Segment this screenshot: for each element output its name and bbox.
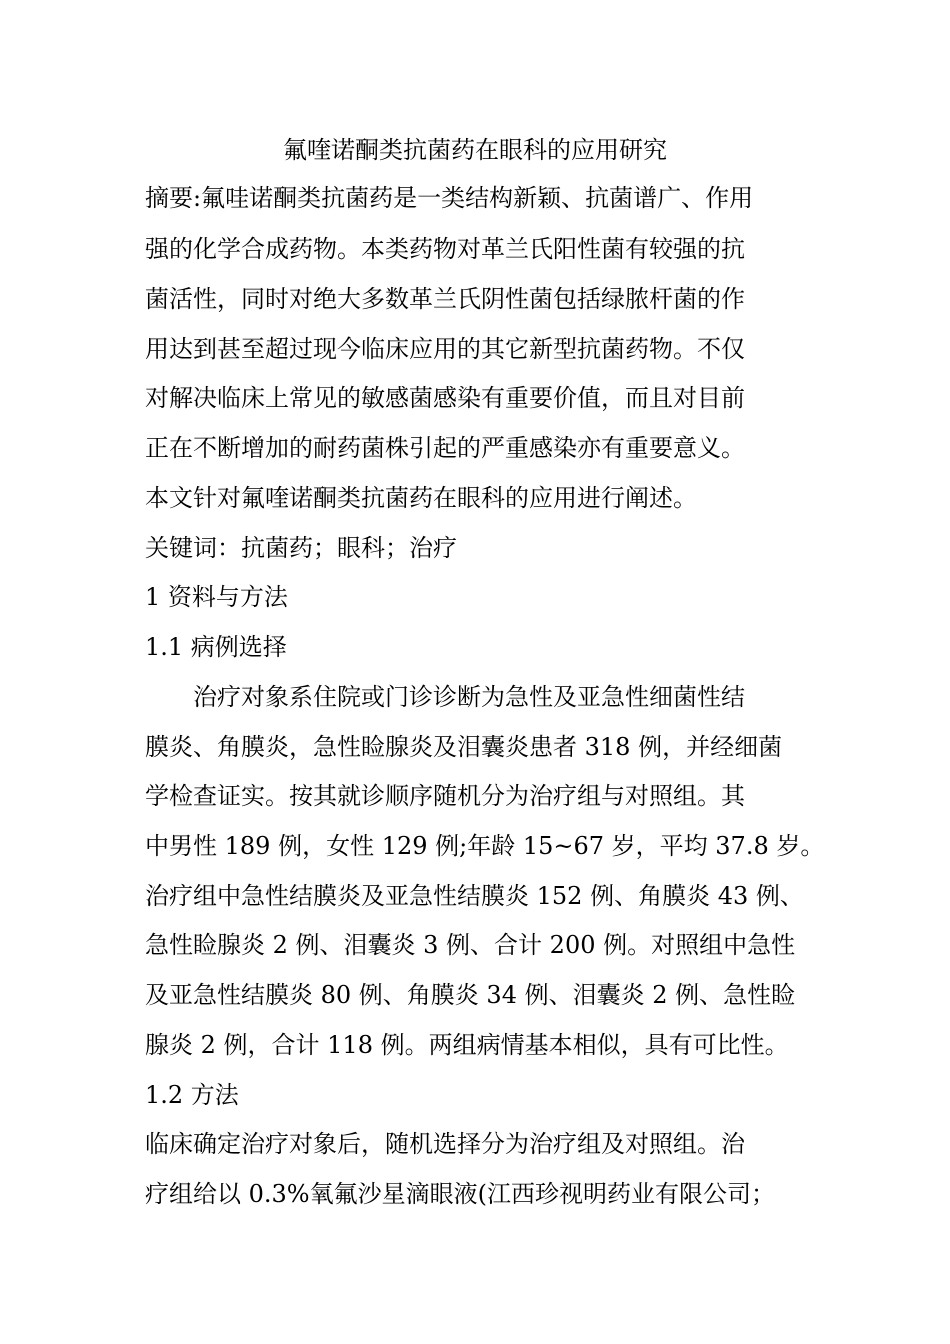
document-title: 氟喹诺酮类抗菌药在眼科的应用研究 bbox=[283, 136, 667, 164]
body-paragraph-line: 临床确定治疗对象后，随机选择分为治疗组及对照组。治 bbox=[145, 1130, 745, 1158]
body-paragraph-line: 学检查证实。按其就诊顺序随机分为治疗组与对照组。其 bbox=[145, 782, 745, 810]
keywords: 关键词：抗菌药；眼科；治疗 bbox=[145, 534, 457, 562]
body-paragraph-line: 及亚急性结膜炎 80 例、角膜炎 34 例、泪囊炎 2 例、急性睑 bbox=[145, 981, 796, 1009]
abstract-line: 对解决临床上常见的敏感菌感染有重要价值，而且对目前 bbox=[145, 384, 745, 412]
subsection-heading: 1.1 病例选择 bbox=[145, 633, 287, 661]
body-paragraph-line: 腺炎 2 例，合计 118 例。两组病情基本相似，具有可比性。 bbox=[145, 1031, 789, 1059]
abstract-line: 用达到甚至超过现今临床应用的其它新型抗菌药物。不仅 bbox=[145, 335, 745, 363]
body-paragraph-line: 治疗组中急性结膜炎及亚急性结膜炎 152 例、角膜炎 43 例、 bbox=[145, 882, 804, 910]
body-paragraph-line: 膜炎、角膜炎，急性睑腺炎及泪囊炎患者 318 例，并经细菌 bbox=[145, 733, 783, 761]
abstract-line: 摘要:氟哇诺酮类抗菌药是一类结构新颖、抗菌谱广、作用 bbox=[145, 184, 754, 212]
abstract-line: 正在不断增加的耐药菌株引起的严重感染亦有重要意义。 bbox=[145, 434, 745, 462]
subsection-heading: 1.2 方法 bbox=[145, 1081, 239, 1109]
body-paragraph-line: 疗组给以 0.3%氧氟沙星滴眼液(江西珍视明药业有限公司； bbox=[145, 1180, 775, 1208]
abstract-line: 菌活性，同时对绝大多数革兰氏阴性菌包括绿脓杆菌的作 bbox=[145, 285, 745, 313]
body-paragraph-line: 急性睑腺炎 2 例、泪囊炎 3 例、合计 200 例。对照组中急性 bbox=[145, 931, 796, 959]
section-heading: 1 资料与方法 bbox=[145, 583, 288, 611]
body-paragraph-line: 中男性 189 例，女性 129 例;年龄 15~67 岁，平均 37.8 岁。 bbox=[145, 832, 825, 860]
abstract-line: 强的化学合成药物。本类药物对革兰氏阳性菌有较强的抗 bbox=[145, 235, 745, 263]
abstract-line: 本文针对氟喹诺酮类抗菌药在眼科的应用进行阐述。 bbox=[145, 484, 697, 512]
body-paragraph-line: 治疗对象系住院或门诊诊断为急性及亚急性细菌性结 bbox=[193, 683, 745, 711]
